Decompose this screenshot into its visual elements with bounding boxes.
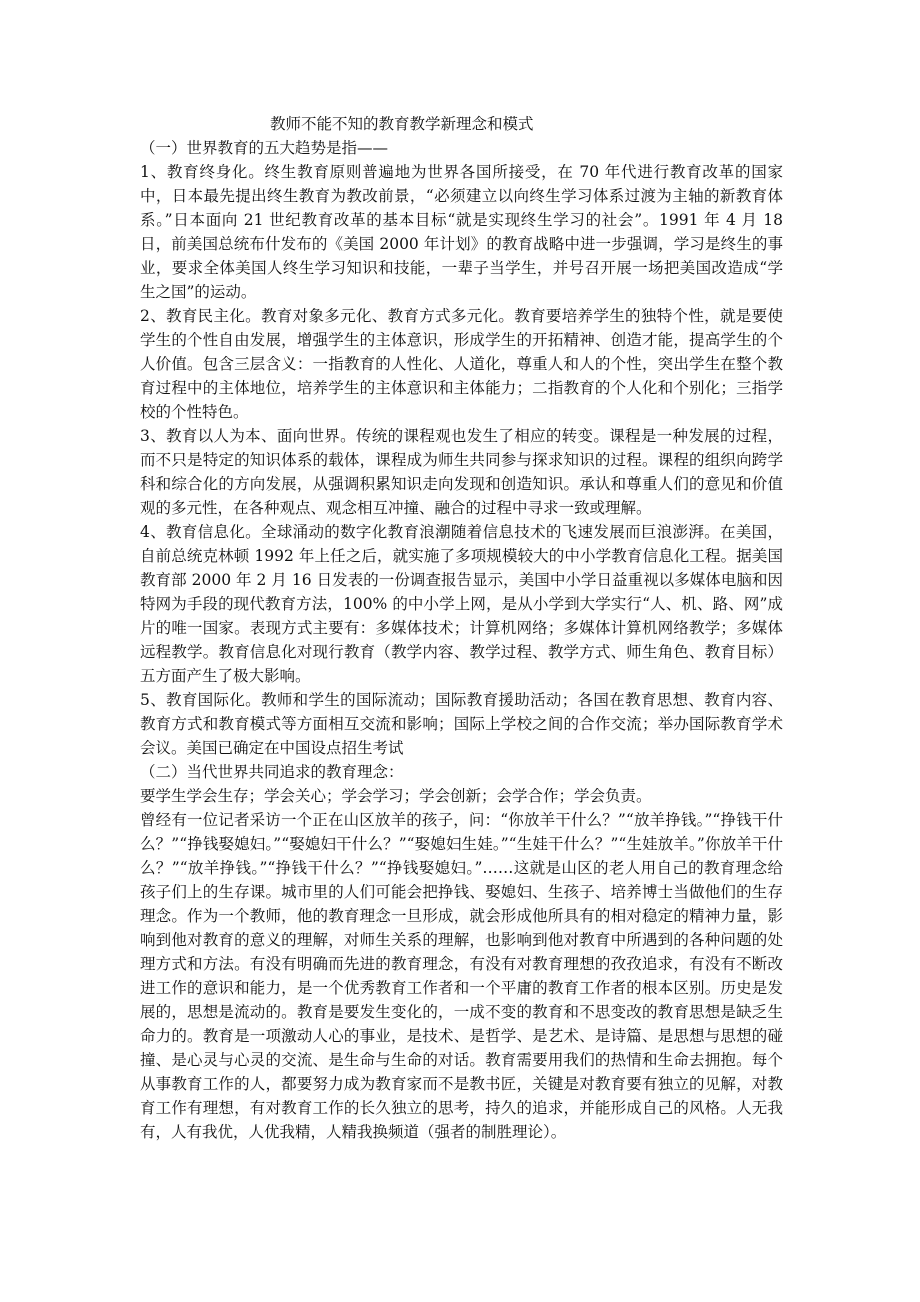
paragraph-internationalization: 5、教育国际化。教师和学生的国际流动；国际教育援助活动；各国在教育思想、教育内容、教育方式和教育模式等方面相互交流和影响；国际上学校之间的合作交流；举办国际教育学术会议。美国已确定在中国设点招生考试 [140,691,783,757]
document-body [140,112,783,1144]
paragraph-learn-to: 要学生学会生存；学会关心；学会学习；学会创新；会学合作；学会负责。 [140,787,652,805]
section-heading-concepts: （二）当代世界共同追求的教育理念： [140,763,404,781]
paragraph-story: 曾经有一位记者采访一个正在山区放羊的孩子，问：“你放羊干什么？”“放羊挣钱。”“挣钱干什么？”“挣钱娶媳妇。”“娶媳妇干什么？”“娶媳妇生娃。”“生娃干什么？”“生娃放羊。”你放羊干什么？”“放羊挣钱。”“挣钱干什么？”“挣钱娶媳妇。”……这就是山区的老人用自己的教育理念给孩子们上的生存课。城市里的人们可能会把挣钱、娶媳妇、生孩子、培养博士当做他们的生存理念。作为一个教师，他的教育理念一旦形成，就会形成他所具有的相对稳定的精神力量，影响到他对教育的意义的理解，对师生关系的理解，也影响到他对教育中所遇到的各种问题的处理方式和方法。有没有明确而先进的教育理念，有没有对教育理想的孜孜追求，有没有不断改进工作的意识和能力，是一个优秀教育工作者和一个平庸的教育工作者的根本区别。历史是发展的，思想是流动的。教育是要发生变化的，一成不变的教育和不思变改的教育思想是缺乏生命力的。教育是一项激动人心的事业，是技术、是哲学、是艺术、是诗篇、是思想与思想的碰撞、是心灵与心灵的交流、是生命与生命的对话。教育需要用我们的热情和生命去拥抱。每个从事教育工作的人，都要努力成为教育家而不是教书匠，关键是对教育要有独立的见解，对教育工作有理想，有对教育工作的长久独立的思考，持久的追求，并能形成自己的风格。人无我有，人有我优，人优我精，人精我换频道（强者的制胜理论）。 [140,811,783,1141]
paragraph-lifelong: 1、教育终身化。终生教育原则普遍地为世界各国所接受，在 70 年代进行教育改革的国家中，日本最先提出终生教育为教改前景，“必须建立以向终生学习体系过渡为主轴的新教育体系。”日本面向 21 世纪教育改革的基本目标“就是实现终生学习的社会”。1991 年 4 月 18 日，前美国总统布什发布的《美国 2000 年计划》的教育战略中进一步强调，学习是终生的事业，要求全体美国人终生学习知识和技能，一辈子当学生，并号召开展一场把美国改造成“学生之国”的运动。 [140,163,783,301]
paragraph-democratization: 2、教育民主化。教育对象多元化、教育方式多元化。教育要培养学生的独特个性，就是要使学生的个性自由发展，增强学生的主体意识，形成学生的开拓精神、创造才能，提高学生的个人价值。包含三层含义：一指教育的人性化、人道化，尊重人和人的个性，突出学生在整个教育过程中的主体地位，培养学生的主体意识和主体能力；二指教育的个人化和个别化；三指学校的个性特色。 [140,307,783,421]
document-title: 教师不能不知的教育教学新理念和模式 [270,115,534,133]
paragraph-informatization: 4、教育信息化。全球涌动的数字化教育浪潮随着信息技术的飞速发展而巨浪澎湃。在美国，自前总统克林顿 1992 年上任之后，就实施了多项规模较大的中小学教育信息化工程。据美国教育部 2000 年 2 月 16 日发表的一份调查报告显示，美国中小学日益重视以多媒体电脑和因特网为手段的现代教育方法，100% 的中小学上网，是从小学到大学实行“人、机、路、网”成片的唯一国家。表现方式主要有：多媒体技术；计算机网络；多媒体计算机网络教学；多媒体远程教学。教育信息化对现行教育（教学内容、教学过程、教学方式、师生角色、教育目标）五方面产生了极大影响。 [140,523,783,685]
paragraph-people-oriented: 3、教育以人为本、面向世界。传统的课程观也发生了相应的转变。课程是一种发展的过程，而不只是特定的知识体系的载体，课程成为师生共同参与探求知识的过程。课程的组织向跨学科和综合化的方向发展，从强调积累知识走向发现和创造知识。承认和尊重人们的意见和价值观的多元性，在各种观点、观念相互冲撞、融合的过程中寻求一致或理解。 [140,427,783,517]
section-heading-trends: （一）世界教育的五大趋势是指—— [140,139,389,157]
